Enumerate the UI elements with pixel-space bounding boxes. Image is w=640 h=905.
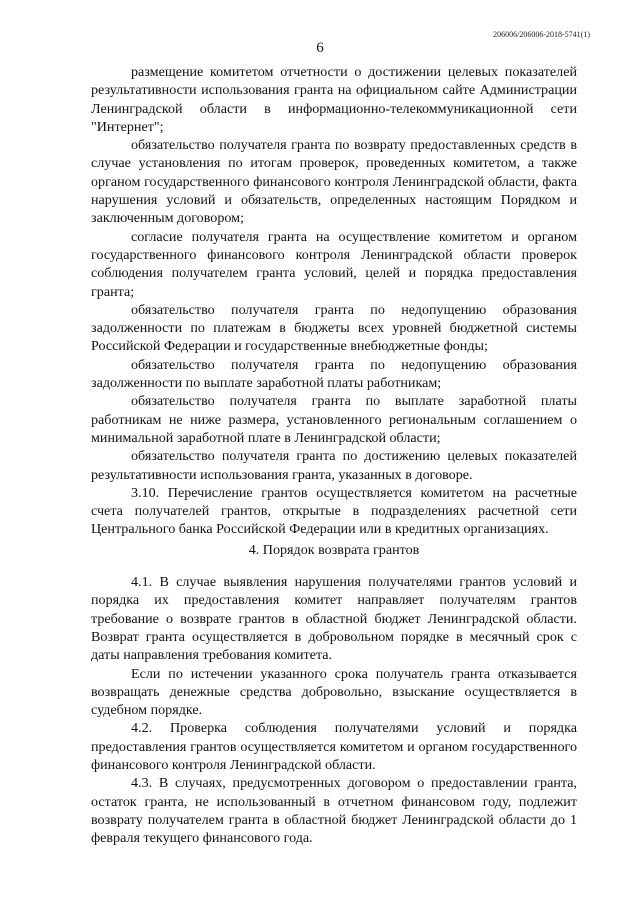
paragraph: обязательство получателя гранта по недопущению образования задолженности по платежам в бюджеты всех уровней бюджетной системы Российской Федерации и государственные внебюджетные фонды;: [91, 301, 577, 355]
paragraph: обязательство получателя гранта по выплате заработной платы работникам не ниже размера, установленного региональным соглашением о минимальной заработной плате в Ленинградской области;: [91, 393, 577, 446]
paragraph: обязательство получателя гранта по достижению целевых показателей результативности использования гранта, указанных в договоре.: [91, 448, 577, 483]
paragraph: 3.10. Перечисление грантов осуществляется комитетом на расчетные счета получателей грантов, открытые в подразделениях расчетной сети Центрального банка Российской Федерации или в кредитных организациях.: [91, 484, 577, 538]
section-heading: 4. Порядок возврата грантов: [248, 541, 420, 558]
paragraph: согласие получателя гранта на осуществление комитетом и органом государственного финансового контроля Ленинградской области проверок соблюдения получателем гранта условий, целей и порядка предоставления гранта;: [91, 228, 577, 300]
document-id: 206006/206006-2018-5741(1): [493, 30, 590, 39]
paragraph: 4.2. Проверка соблюдения получателями условий и порядка предоставления грантов осуществляется комитетом и органом государственного финансового контроля Ленинградской области.: [91, 720, 577, 773]
paragraph: Если по истечении указанного срока получатель гранта отказывается возвращать денежные средства добровольно, взыскание осуществляется в судебном порядке.: [91, 665, 577, 719]
paragraph: обязательство получателя гранта по недопущению образования задолженности по выплате заработной платы работникам;: [91, 356, 577, 392]
document-body: [91, 63, 577, 847]
paragraph: 4.1. В случае выявления нарушения получателями грантов условий и порядка их предоставления комитет направляет получателям грантов требование о возврате грантов в областной бюджет Ленинградской области. Возврат гранта осуществляется в добровольном порядке в месячный срок с даты направления требования комитета.: [91, 574, 577, 664]
paragraph: размещение комитетом отчетности о достижении целевых показателей результативности использования гранта на официальном сайте Администрации Ленинградской области в информационно-телекоммуникационной сети "Интернет";: [91, 64, 577, 135]
paragraph: 4.3. В случаях, предусмотренных договором о предоставлении гранта, остаток гранта, не использованный в отчетном финансовом году, подлежит возврату получателем гранта в областной бюджет Ленинградской области до 1 февраля текущего финансового года.: [91, 775, 577, 847]
paragraph: обязательство получателя гранта по возврату предоставленных средств в случае установления по итогам проверок, проведенных комитетом, а также органом государственного финансового контроля Ленинградской области, факта нарушения условий и обязательств, определенных настоящим Порядком и заключенным договором;: [91, 137, 577, 227]
page-number: 6: [316, 40, 324, 56]
